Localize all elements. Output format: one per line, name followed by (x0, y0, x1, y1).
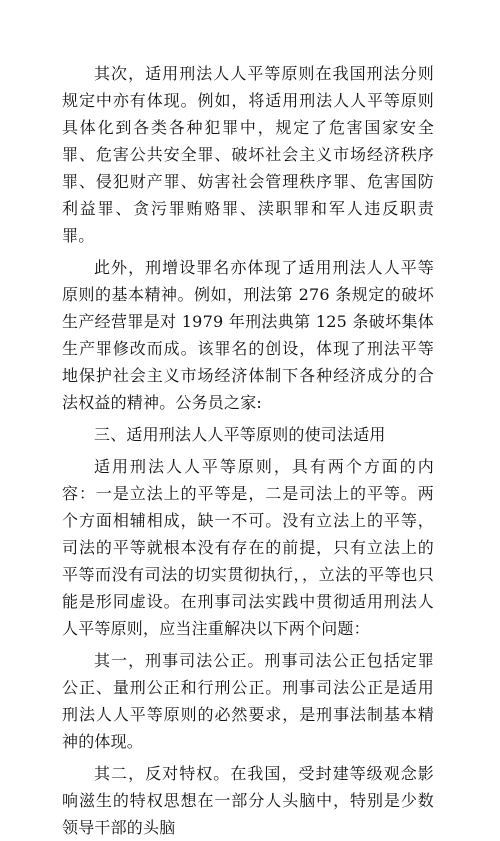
paragraph-oppose-privilege: 其二，反对特权。在我国，受封建等级观念影响滋生的特权思想在一部分人头脑中，特别是少数领导干部的头脑 (62, 764, 434, 837)
paragraph-judicial-fairness: 其一，刑事司法公正。刑事司法公正包括定罪公正、量刑公正和行刑公正。刑事司法公正是适用刑法人人平等原则的必然要求，是刑事法制基本精神的体现。 (62, 651, 434, 751)
paragraph-new-crimes: 此外，刑增设罪名亦体现了适用刑法人人平等原则的基本精神。例如，刑法第 276 条规定的破坏生产经营罪是对 1979 年刑法典第 125 条破坏集体生产罪修改而成。该罪名的创设，体现了刑法平等地保护社会主义市场经济体制下各种经济成分的合法权益的精神。公务员之家: (62, 258, 434, 412)
document-body (62, 60, 434, 841)
section-heading-judicial-application: 三、适用刑法人人平等原则的使司法适用 (94, 425, 386, 444)
paragraph-two-aspects-of-equality: 适用刑法人人平等原则，具有两个方面的内容：一是立法上的平等是，二是司法上的平等。两个方面相辅相成，缺一不可。没有立法上的平等，司法的平等就根本没有存在的前提，只有立法上的平等而没有司法的切实贯彻执行，，立法的平等也只能是形同虚设。在刑事司法实践中贯彻适用刑法人人平等原则，应当注重解决以下两个问题： (62, 457, 434, 638)
paragraph-criminal-law-specific-provisions: 其次，适用刑法人人平等原则在我国刑法分则规定中亦有体现。例如，将适用刑法人人平等原则具体化到各类各种犯罪中，规定了危害国家安全罪、危害公共安全罪、破坏社会主义市场经济秩序罪、侵犯财产罪、妨害社会管理秩序罪、危害国防利益罪、贪污罪贿赂罪、渎职罪和军人违反职责罪。 (62, 64, 434, 245)
